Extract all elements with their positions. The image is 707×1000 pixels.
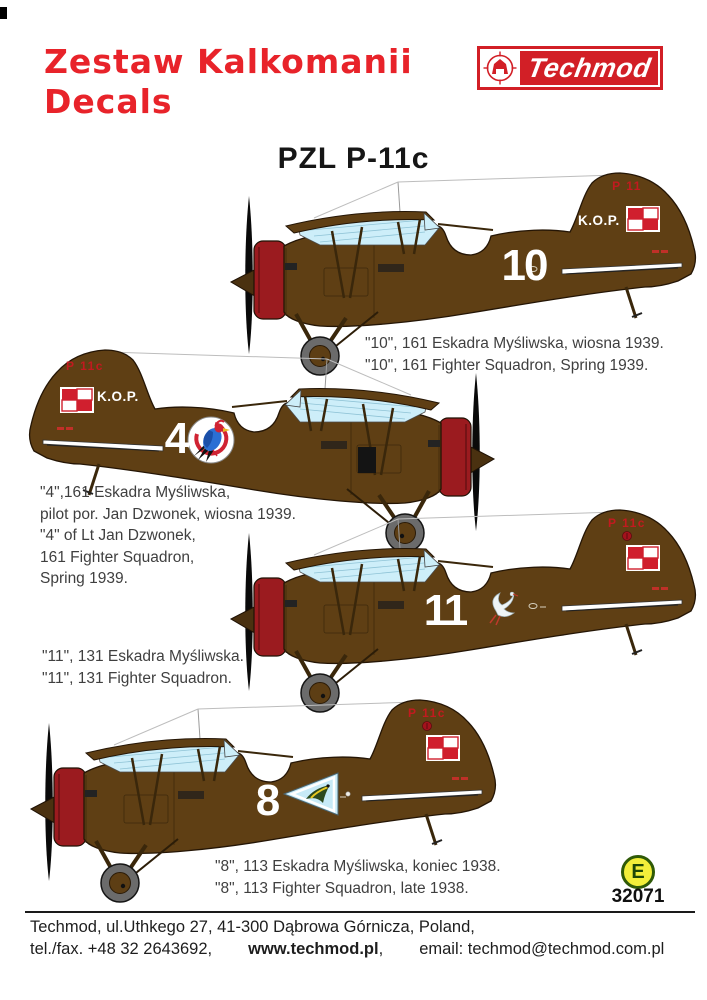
caption-line: pilot por. Jan Dzwonek, wiosna 1939. [40, 505, 296, 523]
e-badge-letter: E [631, 860, 645, 883]
sheet-title [44, 42, 413, 122]
caption-aircraft-4 [215, 856, 501, 899]
tail-type-code: P 11c [66, 359, 104, 373]
footer-divider [25, 911, 695, 913]
caption-line: "11", 131 Eskadra Myśliwska. [42, 648, 244, 665]
caption-line: "10", 161 Fighter Squadron, Spring 1939. [365, 356, 649, 374]
tail-crest-icon [623, 532, 632, 541]
checkerboard-icon [60, 387, 94, 413]
caption-line: "10", 161 Eskadra Myśliwska, wiosna 1939. [365, 335, 664, 352]
fuselage-number: 8 [255, 776, 279, 825]
e-approval-badge [621, 855, 655, 889]
tail-crest-icon [423, 722, 432, 731]
aircraft-type-title: PZL P-11c [277, 142, 430, 175]
fuselage-number: 4 [164, 414, 188, 463]
caption-line: "11", 131 Fighter Squadron. [42, 669, 232, 687]
footer-email-link[interactable]: email: techmod@techmod.com.pl [419, 940, 665, 958]
sheet-title-line1: Zestaw Kalkomanii [44, 42, 413, 81]
sheet-title-line2: Decals [44, 82, 173, 121]
techmod-wordmark [520, 51, 658, 85]
caption-aircraft-2 [40, 482, 296, 590]
checkerboard-icon [626, 545, 660, 571]
caption-line: 161 Fighter Squadron, [40, 548, 195, 566]
print-crop-mark [0, 7, 7, 19]
caption-line: "4",161 Eskadra Myśliwska, [40, 484, 231, 501]
tail-type-code: P 11 [612, 179, 642, 193]
product-number: 32071 [611, 886, 665, 907]
footer-address-line2 [30, 938, 664, 960]
tail-type-code: P 11c [608, 516, 646, 530]
kop-marking: K.O.P. [97, 389, 139, 404]
caption-line: "4" of Lt Jan Dzwonek, [40, 527, 196, 544]
aircraft-profile-3 [228, 505, 700, 725]
footer-telephone: tel./fax. +48 32 2643692, [30, 940, 213, 958]
caption-aircraft-3 [42, 646, 244, 689]
footer-website-link[interactable]: www.techmod.pl [248, 940, 379, 958]
open-hatch [358, 447, 376, 473]
techmod-logo [477, 46, 663, 90]
caption-aircraft-1 [365, 333, 664, 376]
fuselage-number: 10 [501, 241, 547, 290]
caption-line: "8", 113 Fighter Squadron, late 1938. [215, 879, 469, 897]
tail-type-code: P 11c [408, 706, 446, 720]
footer-address [30, 916, 664, 960]
footer-comma: , [378, 940, 384, 958]
kop-marking: K.O.P. [578, 213, 620, 228]
checkerboard-icon [626, 206, 660, 232]
caption-line: Spring 1939. [40, 570, 128, 587]
techmod-roundel-icon [482, 51, 518, 85]
caption-line: "8", 113 Eskadra Myśliwska, koniec 1938. [215, 858, 501, 875]
techmod-wordmark-text: Techmod [525, 52, 653, 83]
footer-address-line1: Techmod, ul.Uthkego 27, 41-300 Dąbrowa Górnicza, Poland, [30, 918, 475, 936]
fuselage-number: 11 [423, 586, 467, 635]
checkerboard-icon [426, 735, 460, 761]
squadron-emblem-icon [188, 417, 234, 463]
